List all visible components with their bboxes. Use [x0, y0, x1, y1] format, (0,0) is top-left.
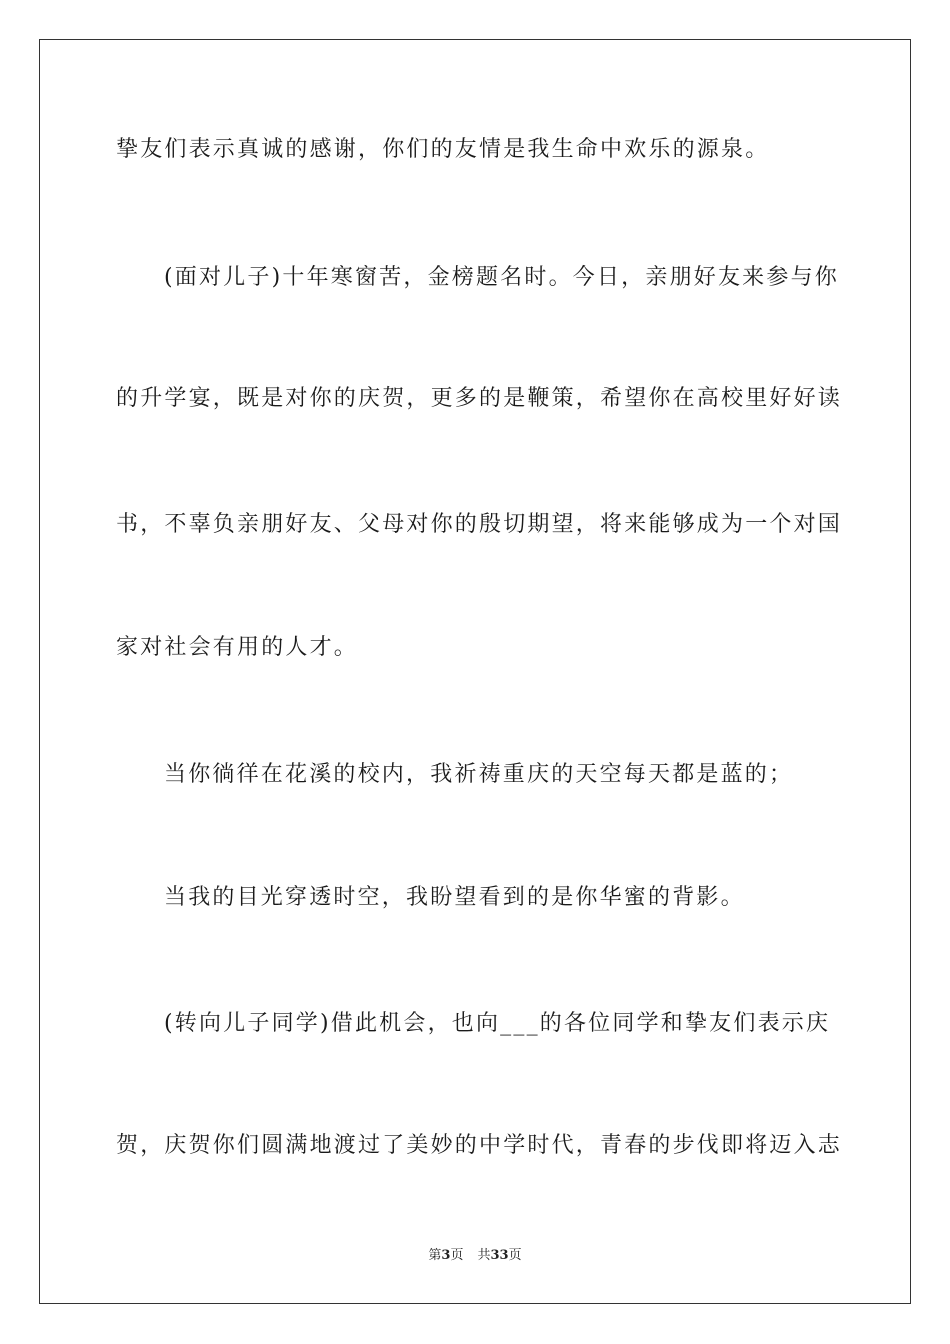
text-line-2: (面对儿子)十年寒窗苦，金榜题名时。今日，亲朋好友来参与你	[164, 265, 839, 290]
footer-total-prefix: 共	[477, 1248, 491, 1263]
page-footer	[0, 1247, 950, 1265]
footer-page-suffix: 页	[450, 1248, 464, 1263]
footer-total-suffix: 页	[508, 1248, 522, 1263]
text-line-1: 挚友们表示真诚的感谢，你们的友情是我生命中欢乐的源泉。	[116, 137, 770, 162]
text-line-5: 家对社会有用的人才。	[116, 635, 359, 660]
text-line-6: 当你徜徉在花溪的校内，我祈祷重庆的天空每天都是蓝的；	[164, 762, 794, 787]
text-line-9: 贺，庆贺你们圆满地渡过了美妙的中学时代，青春的步伐即将迈入志	[116, 1133, 843, 1158]
text-line-7: 当我的目光穿透时空，我盼望看到的是你华蜜的背影。	[164, 885, 745, 910]
text-line-3: 的升学宴，既是对你的庆贺，更多的是鞭策，希望你在高校里好好读	[116, 386, 843, 411]
page-border	[39, 39, 911, 1304]
footer-page-number: 3	[441, 1248, 451, 1263]
footer-page-prefix: 第	[428, 1248, 442, 1263]
text-line-8: (转向儿子同学)借此机会，也向___的各位同学和挚友们表示庆	[164, 1011, 831, 1036]
footer-total-pages: 33	[490, 1248, 509, 1263]
text-line-4: 书，不辜负亲朋好友、父母对你的殷切期望，将来能够成为一个对国	[116, 512, 843, 537]
